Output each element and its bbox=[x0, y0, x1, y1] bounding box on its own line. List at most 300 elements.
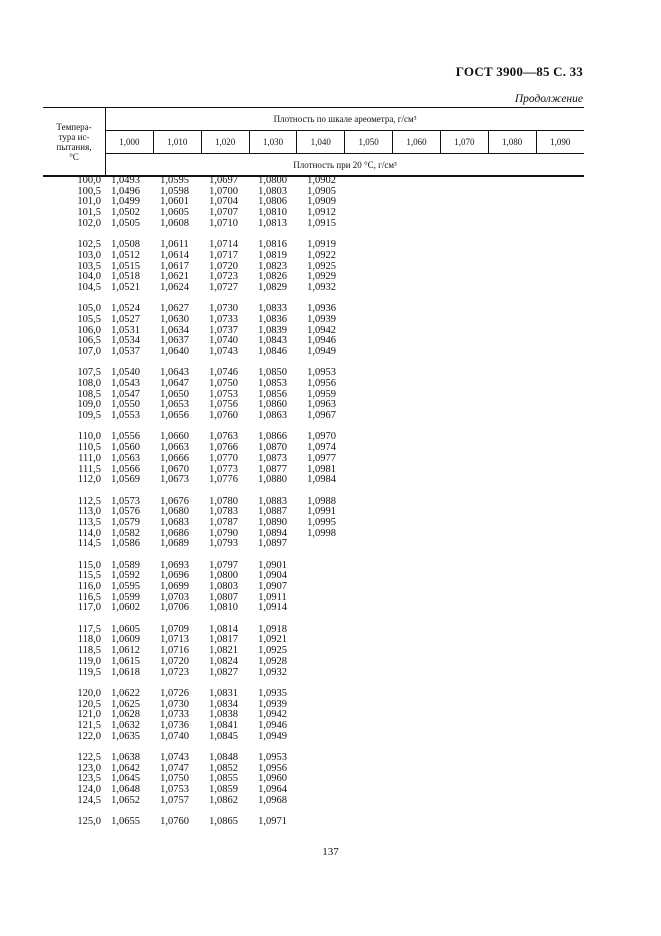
density-cell: 1,0714 bbox=[209, 239, 238, 251]
row-group bbox=[43, 689, 584, 743]
row-group bbox=[43, 625, 584, 679]
density-cell: 1,0493 bbox=[111, 175, 140, 186]
density-cell: 1,0902 bbox=[307, 175, 336, 186]
table-row bbox=[43, 539, 584, 550]
density-cell: 1,0753 bbox=[209, 388, 238, 400]
density-cell: 1,0995 bbox=[307, 516, 336, 528]
density-cell: 1,0656 bbox=[160, 410, 189, 422]
density-cell: 1,0970 bbox=[307, 431, 336, 443]
density-cell: 1,0968 bbox=[258, 794, 287, 806]
table-row bbox=[43, 668, 584, 679]
temperature-cell: 103,0 bbox=[77, 249, 101, 261]
density-cell: 1,0743 bbox=[160, 751, 189, 763]
density-cell: 1,0592 bbox=[111, 570, 140, 582]
density-cell: 1,0827 bbox=[209, 666, 238, 678]
row-group bbox=[43, 368, 584, 422]
density-cell: 1,0907 bbox=[258, 581, 287, 593]
temperature-cell: 109,5 bbox=[77, 410, 101, 422]
temperature-cell: 111,0 bbox=[78, 452, 101, 464]
density-cell: 1,0877 bbox=[258, 463, 287, 475]
density-cell: 1,0810 bbox=[258, 207, 287, 219]
temperature-cell: 114,5 bbox=[77, 538, 101, 550]
density-cell: 1,0730 bbox=[160, 698, 189, 710]
row-group bbox=[43, 304, 584, 358]
table-row bbox=[43, 347, 584, 358]
density-cell: 1,0918 bbox=[258, 623, 287, 635]
density-cell: 1,0653 bbox=[160, 399, 189, 411]
density-cell: 1,0693 bbox=[160, 559, 189, 571]
density-cell: 1,0618 bbox=[111, 666, 140, 678]
temperature-cell: 106,5 bbox=[77, 335, 101, 347]
density-cell: 1,0614 bbox=[160, 249, 189, 261]
temperature-column-header bbox=[43, 108, 106, 177]
density-cell: 1,0740 bbox=[160, 730, 189, 742]
temperature-cell: 105,0 bbox=[77, 303, 101, 315]
density-cell: 1,0595 bbox=[111, 581, 140, 593]
density-cell: 1,0925 bbox=[307, 260, 336, 272]
density-cell: 1,0960 bbox=[258, 773, 287, 785]
density-cell: 1,0598 bbox=[160, 185, 189, 197]
density-cell: 1,0553 bbox=[111, 410, 140, 422]
density-cell: 1,0901 bbox=[258, 559, 287, 571]
density-cell: 1,0531 bbox=[111, 324, 140, 336]
density-cell: 1,0676 bbox=[160, 495, 189, 507]
density-cell: 1,0579 bbox=[111, 516, 140, 528]
table-row bbox=[43, 817, 584, 828]
density-cell: 1,0612 bbox=[111, 645, 140, 657]
density-column-header: 1,020 bbox=[201, 131, 249, 154]
density-cell: 1,0650 bbox=[160, 388, 189, 400]
density-cell: 1,0790 bbox=[209, 527, 238, 539]
density-cell: 1,0936 bbox=[307, 303, 336, 315]
density-cell: 1,0819 bbox=[258, 249, 287, 261]
density-cell: 1,0841 bbox=[209, 719, 238, 731]
density-column-header: 1,030 bbox=[249, 131, 297, 154]
temperature-cell: 113,0 bbox=[77, 506, 101, 518]
density-cell: 1,0730 bbox=[209, 303, 238, 315]
density-cell: 1,0880 bbox=[258, 474, 287, 486]
density-cell: 1,0810 bbox=[209, 602, 238, 614]
density-cell: 1,0505 bbox=[111, 217, 140, 229]
density-cell: 1,0932 bbox=[307, 281, 336, 293]
density-cell: 1,0515 bbox=[111, 260, 140, 272]
density-cell: 1,0928 bbox=[258, 655, 287, 667]
density-cell: 1,0638 bbox=[111, 751, 140, 763]
table-row bbox=[43, 454, 584, 465]
density-cell: 1,0763 bbox=[209, 431, 238, 443]
density-cell: 1,0697 bbox=[209, 175, 238, 186]
density-cell: 1,0670 bbox=[160, 463, 189, 475]
density-cell: 1,0601 bbox=[160, 196, 189, 208]
density-cell: 1,0817 bbox=[209, 634, 238, 646]
density-cell: 1,0502 bbox=[111, 207, 140, 219]
density-cell: 1,0824 bbox=[209, 655, 238, 667]
density-cell: 1,0648 bbox=[111, 784, 140, 796]
density-cell: 1,0686 bbox=[160, 527, 189, 539]
density-cell: 1,0807 bbox=[209, 591, 238, 603]
density-cell: 1,0733 bbox=[209, 313, 238, 325]
continuation-label: Продолжение bbox=[514, 93, 583, 105]
density-cell: 1,0747 bbox=[160, 762, 189, 774]
density-cell: 1,0736 bbox=[160, 719, 189, 731]
density-cell: 1,0760 bbox=[209, 410, 238, 422]
temperature-cell: 114,0 bbox=[77, 527, 101, 539]
density-cell: 1,0643 bbox=[160, 367, 189, 379]
density-cell: 1,0569 bbox=[111, 474, 140, 486]
density-cell: 1,0984 bbox=[307, 474, 336, 486]
density-cell: 1,0833 bbox=[258, 303, 287, 315]
temperature-cell: 104,5 bbox=[77, 281, 101, 293]
density-cell: 1,0720 bbox=[160, 655, 189, 667]
density-cell: 1,0537 bbox=[111, 346, 140, 358]
temperature-cell: 118,0 bbox=[77, 634, 101, 646]
density-cell: 1,0860 bbox=[258, 399, 287, 411]
density-cell: 1,0750 bbox=[160, 773, 189, 785]
density-cell: 1,0964 bbox=[258, 784, 287, 796]
density-cell: 1,0709 bbox=[160, 623, 189, 635]
density-cell: 1,0617 bbox=[160, 260, 189, 272]
density-cell: 1,0787 bbox=[209, 516, 238, 528]
density-cell: 1,0866 bbox=[258, 431, 287, 443]
density-cell: 1,0838 bbox=[209, 709, 238, 721]
temperature-cell: 118,5 bbox=[77, 645, 101, 657]
density-cell: 1,0750 bbox=[209, 378, 238, 390]
density-column-header: 1,080 bbox=[488, 131, 536, 154]
density-cell: 1,0757 bbox=[160, 794, 189, 806]
density-cell: 1,0974 bbox=[307, 442, 336, 454]
density-cell: 1,0971 bbox=[258, 816, 287, 828]
density-cell: 1,0859 bbox=[209, 784, 238, 796]
temperature-cell: 107,5 bbox=[77, 367, 101, 379]
density-cell: 1,0723 bbox=[160, 666, 189, 678]
density-cell: 1,0949 bbox=[258, 730, 287, 742]
row-group bbox=[43, 753, 584, 807]
temperature-cell: 120,0 bbox=[77, 687, 101, 699]
density-cell: 1,0942 bbox=[307, 324, 336, 336]
table-row bbox=[43, 796, 584, 807]
density-cell: 1,0625 bbox=[111, 698, 140, 710]
density-cell: 1,0823 bbox=[258, 260, 287, 272]
density-cell: 1,0746 bbox=[209, 367, 238, 379]
density-cell: 1,0865 bbox=[209, 816, 238, 828]
density-cell: 1,0582 bbox=[111, 527, 140, 539]
row-group bbox=[43, 240, 584, 294]
density-cell: 1,0563 bbox=[111, 452, 140, 464]
density-cell: 1,0733 bbox=[160, 709, 189, 721]
density-cell: 1,0605 bbox=[111, 623, 140, 635]
temperature-cell: 123,5 bbox=[77, 773, 101, 785]
temperature-cell: 122,0 bbox=[77, 730, 101, 742]
document-title: ГОСТ 3900—85 С. 33 bbox=[455, 64, 583, 79]
density-cell: 1,0813 bbox=[258, 217, 287, 229]
density-cell: 1,0540 bbox=[111, 367, 140, 379]
density-cell: 1,0609 bbox=[111, 634, 140, 646]
row-group bbox=[43, 497, 584, 551]
density-cell: 1,0897 bbox=[258, 538, 287, 550]
density-cell: 1,0846 bbox=[258, 346, 287, 358]
density-cell: 1,0634 bbox=[160, 324, 189, 336]
density-cell: 1,0740 bbox=[209, 335, 238, 347]
temperature-cell: 121,0 bbox=[77, 709, 101, 721]
density-cell: 1,0524 bbox=[111, 303, 140, 315]
density-cell: 1,0831 bbox=[209, 687, 238, 699]
density-cell: 1,0589 bbox=[111, 559, 140, 571]
density-cell: 1,0756 bbox=[209, 399, 238, 411]
density-cell: 1,0963 bbox=[307, 399, 336, 411]
density-cell: 1,0912 bbox=[307, 207, 336, 219]
density-cell: 1,0829 bbox=[258, 281, 287, 293]
density-cell: 1,0628 bbox=[111, 709, 140, 721]
density-cell: 1,0576 bbox=[111, 506, 140, 518]
density-cell: 1,0797 bbox=[209, 559, 238, 571]
density-cell: 1,0624 bbox=[160, 281, 189, 293]
temperature-cell: 100,5 bbox=[77, 185, 101, 197]
density-scale-header: Плотность по шкале ареометра, г/см³ bbox=[106, 108, 585, 131]
temperature-cell: 119,0 bbox=[77, 655, 101, 667]
density-cell: 1,0566 bbox=[111, 463, 140, 475]
density-cell: 1,0855 bbox=[209, 773, 238, 785]
temperature-cell: 108,0 bbox=[77, 378, 101, 390]
temperature-cell: 109,0 bbox=[77, 399, 101, 411]
density-cell: 1,0852 bbox=[209, 762, 238, 774]
density-cell: 1,0560 bbox=[111, 442, 140, 454]
density-cell: 1,0527 bbox=[111, 313, 140, 325]
table-row bbox=[43, 251, 584, 262]
density-cell: 1,0704 bbox=[209, 196, 238, 208]
density-cell: 1,0727 bbox=[209, 281, 238, 293]
density-cell: 1,0863 bbox=[258, 410, 287, 422]
temperature-cell: 102,0 bbox=[77, 217, 101, 229]
density-column-header: 1,010 bbox=[153, 131, 201, 154]
temperature-cell: 121,5 bbox=[77, 719, 101, 731]
density-cell: 1,0621 bbox=[160, 271, 189, 283]
table-row bbox=[43, 219, 584, 230]
density-cell: 1,0956 bbox=[258, 762, 287, 774]
temperature-cell: 122,5 bbox=[77, 751, 101, 763]
temperature-cell: 103,5 bbox=[77, 260, 101, 272]
temp-header-line: °С bbox=[69, 151, 79, 162]
table-row bbox=[43, 475, 584, 486]
density-cell: 1,0870 bbox=[258, 442, 287, 454]
density-cell: 1,0862 bbox=[209, 794, 238, 806]
table-row bbox=[43, 411, 584, 422]
density-cell: 1,0919 bbox=[307, 239, 336, 251]
density-cell: 1,0496 bbox=[111, 185, 140, 197]
density-cell: 1,0800 bbox=[258, 175, 287, 186]
row-group bbox=[43, 817, 584, 828]
density-cell: 1,0816 bbox=[258, 239, 287, 251]
density-cell: 1,0689 bbox=[160, 538, 189, 550]
density-cell: 1,0720 bbox=[209, 260, 238, 272]
temperature-cell: 104,0 bbox=[77, 271, 101, 283]
density-cell: 1,0508 bbox=[111, 239, 140, 251]
density-cell: 1,0622 bbox=[111, 687, 140, 699]
density-cell: 1,0707 bbox=[209, 207, 238, 219]
density-cell: 1,0713 bbox=[160, 634, 189, 646]
density-table-body bbox=[43, 176, 584, 838]
density-cell: 1,0911 bbox=[258, 591, 287, 603]
density-cell: 1,0925 bbox=[258, 645, 287, 657]
density-cell: 1,0783 bbox=[209, 506, 238, 518]
density-at-20c-header: Плотность при 20 °С, г/см³ bbox=[106, 154, 585, 177]
row-group bbox=[43, 432, 584, 486]
density-cell: 1,0543 bbox=[111, 378, 140, 390]
density-cell: 1,0652 bbox=[111, 794, 140, 806]
density-cell: 1,0909 bbox=[307, 196, 336, 208]
temperature-cell: 115,5 bbox=[77, 570, 101, 582]
temperature-cell: 105,5 bbox=[77, 313, 101, 325]
density-cell: 1,0956 bbox=[307, 378, 336, 390]
density-cell: 1,0946 bbox=[258, 719, 287, 731]
density-cell: 1,0753 bbox=[160, 784, 189, 796]
density-cell: 1,0776 bbox=[209, 474, 238, 486]
density-cell: 1,0635 bbox=[111, 730, 140, 742]
density-cell: 1,0645 bbox=[111, 773, 140, 785]
temperature-cell: 108,5 bbox=[77, 388, 101, 400]
density-cell: 1,0683 bbox=[160, 516, 189, 528]
temp-header-line: Темпера- bbox=[56, 121, 92, 132]
density-cell: 1,0883 bbox=[258, 495, 287, 507]
density-cell: 1,0953 bbox=[258, 751, 287, 763]
density-cell: 1,0991 bbox=[307, 506, 336, 518]
temperature-cell: 110,0 bbox=[77, 431, 101, 443]
density-cell: 1,0666 bbox=[160, 452, 189, 464]
density-cell: 1,0573 bbox=[111, 495, 140, 507]
density-column-header: 1,000 bbox=[106, 131, 154, 154]
table-row bbox=[43, 657, 584, 668]
density-cell: 1,0953 bbox=[307, 367, 336, 379]
density-cell: 1,0803 bbox=[209, 581, 238, 593]
density-column-header: 1,090 bbox=[536, 131, 584, 154]
density-cell: 1,0848 bbox=[209, 751, 238, 763]
density-cell: 1,0806 bbox=[258, 196, 287, 208]
temperature-cell: 117,0 bbox=[77, 602, 101, 614]
density-cell: 1,0611 bbox=[160, 239, 189, 251]
temperature-cell: 124,5 bbox=[77, 794, 101, 806]
density-cell: 1,0760 bbox=[160, 816, 189, 828]
temperature-cell: 119,5 bbox=[77, 666, 101, 678]
temperature-cell: 112,0 bbox=[77, 474, 101, 486]
temp-header-line: пытания, bbox=[56, 141, 92, 152]
density-cell: 1,0949 bbox=[307, 346, 336, 358]
density-cell: 1,0914 bbox=[258, 602, 287, 614]
density-cell: 1,0939 bbox=[258, 698, 287, 710]
density-cell: 1,0499 bbox=[111, 196, 140, 208]
density-cell: 1,0894 bbox=[258, 527, 287, 539]
density-cell: 1,0981 bbox=[307, 463, 336, 475]
density-cell: 1,0605 bbox=[160, 207, 189, 219]
density-column-header: 1,040 bbox=[297, 131, 345, 154]
density-cell: 1,0595 bbox=[160, 175, 189, 186]
density-cell: 1,0743 bbox=[209, 346, 238, 358]
table-row bbox=[43, 603, 584, 614]
density-cell: 1,0630 bbox=[160, 313, 189, 325]
density-cell: 1,0814 bbox=[209, 623, 238, 635]
density-cell: 1,0998 bbox=[307, 527, 336, 539]
density-cell: 1,0717 bbox=[209, 249, 238, 261]
density-cell: 1,0929 bbox=[307, 271, 336, 283]
temperature-cell: 100,0 bbox=[77, 175, 101, 186]
density-cell: 1,0921 bbox=[258, 634, 287, 646]
density-column-header: 1,050 bbox=[345, 131, 393, 154]
density-cell: 1,0773 bbox=[209, 463, 238, 475]
density-cell: 1,0673 bbox=[160, 474, 189, 486]
density-cell: 1,0599 bbox=[111, 591, 140, 603]
density-cell: 1,0821 bbox=[209, 645, 238, 657]
density-cell: 1,0655 bbox=[111, 816, 140, 828]
temperature-cell: 125,0 bbox=[77, 816, 101, 828]
density-cell: 1,0642 bbox=[111, 762, 140, 774]
density-cell: 1,0988 bbox=[307, 495, 336, 507]
density-cell: 1,0521 bbox=[111, 281, 140, 293]
density-cell: 1,0959 bbox=[307, 388, 336, 400]
temperature-cell: 113,5 bbox=[77, 516, 101, 528]
density-cell: 1,0942 bbox=[258, 709, 287, 721]
density-cell: 1,0800 bbox=[209, 570, 238, 582]
density-cell: 1,0834 bbox=[209, 698, 238, 710]
density-cell: 1,0716 bbox=[160, 645, 189, 657]
temperature-cell: 107,0 bbox=[77, 346, 101, 358]
density-cell: 1,0615 bbox=[111, 655, 140, 667]
temperature-cell: 106,0 bbox=[77, 324, 101, 336]
table-row bbox=[43, 732, 584, 743]
density-cell: 1,0700 bbox=[209, 185, 238, 197]
table-row bbox=[43, 283, 584, 294]
density-cell: 1,0856 bbox=[258, 388, 287, 400]
row-group bbox=[43, 176, 584, 230]
density-cell: 1,0905 bbox=[307, 185, 336, 197]
density-cell: 1,0660 bbox=[160, 431, 189, 443]
density-cell: 1,0850 bbox=[258, 367, 287, 379]
density-cell: 1,0550 bbox=[111, 399, 140, 411]
density-cell: 1,0843 bbox=[258, 335, 287, 347]
density-cell: 1,0647 bbox=[160, 378, 189, 390]
density-cell: 1,0845 bbox=[209, 730, 238, 742]
temperature-cell: 102,5 bbox=[77, 239, 101, 251]
temperature-cell: 116,5 bbox=[77, 591, 101, 603]
density-cell: 1,0939 bbox=[307, 313, 336, 325]
density-cell: 1,0932 bbox=[258, 666, 287, 678]
density-cell: 1,0699 bbox=[160, 581, 189, 593]
density-cell: 1,0627 bbox=[160, 303, 189, 315]
page-number: 137 bbox=[322, 846, 339, 858]
temperature-cell: 117,5 bbox=[77, 623, 101, 635]
density-cell: 1,0780 bbox=[209, 495, 238, 507]
density-cell: 1,0977 bbox=[307, 452, 336, 464]
density-cell: 1,0632 bbox=[111, 719, 140, 731]
row-group bbox=[43, 561, 584, 615]
density-cell: 1,0935 bbox=[258, 687, 287, 699]
density-cell: 1,0696 bbox=[160, 570, 189, 582]
temperature-cell: 112,5 bbox=[77, 495, 101, 507]
temperature-cell: 101,5 bbox=[77, 207, 101, 219]
temperature-cell: 123,0 bbox=[77, 762, 101, 774]
density-cell: 1,0770 bbox=[209, 452, 238, 464]
density-cell: 1,0637 bbox=[160, 335, 189, 347]
density-cell: 1,0710 bbox=[209, 217, 238, 229]
density-cell: 1,0915 bbox=[307, 217, 336, 229]
density-cell: 1,0922 bbox=[307, 249, 336, 261]
density-cell: 1,0723 bbox=[209, 271, 238, 283]
density-column-header: 1,060 bbox=[393, 131, 441, 154]
temperature-cell: 120,5 bbox=[77, 698, 101, 710]
density-cell: 1,0836 bbox=[258, 313, 287, 325]
density-table-header bbox=[43, 107, 584, 177]
density-cell: 1,0512 bbox=[111, 249, 140, 261]
density-cell: 1,0556 bbox=[111, 431, 140, 443]
density-cell: 1,0803 bbox=[258, 185, 287, 197]
density-cell: 1,0853 bbox=[258, 378, 287, 390]
